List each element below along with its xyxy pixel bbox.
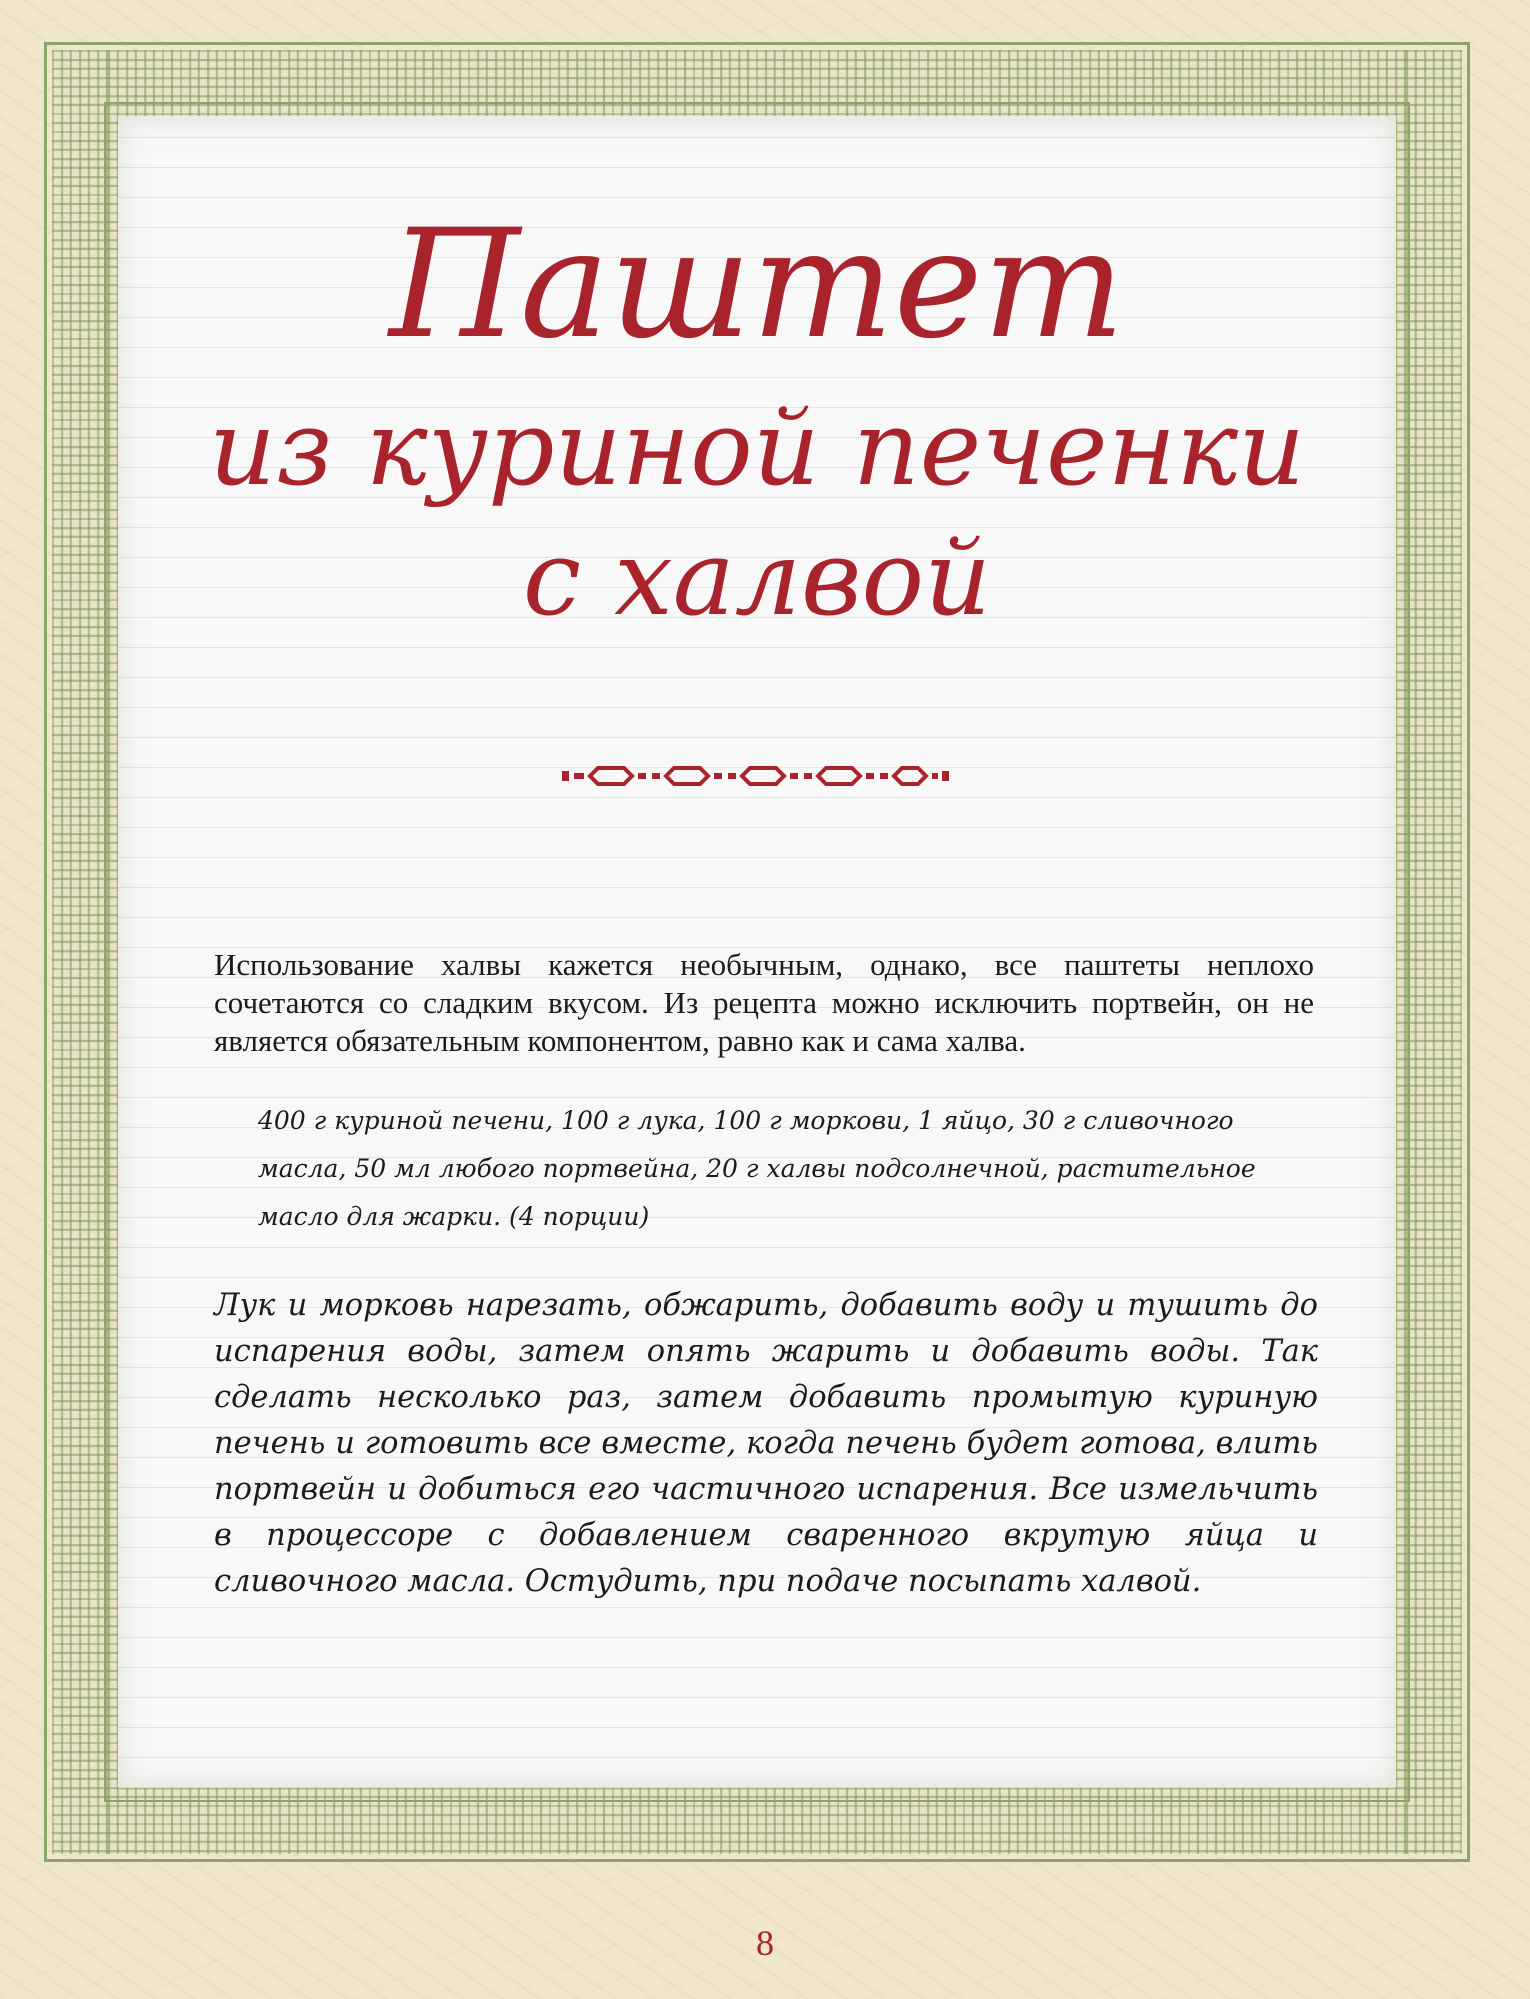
page-number: 8 xyxy=(756,1923,774,1963)
cooking-instructions: Лук и морковь нарезать, обжарить, добавить воду и тушить до испарения воды, затем опять жарить и добавить воды. Так сделать несколько раз, затем добавить промытую куриную печень и готовить все вместе, когда печень будет готова, влить портвейн и добиться его частичного испарения. Все измельчить в процессоре с добавлением сваренного вкрутую яйца и сливочного масла. Остудить, при подаче посыпать халвой. xyxy=(214,1287,1318,1599)
recipe-intro: Использование халвы кажется необычным, однако, все паштеты неплохо сочетаются со сладким вкусом. Из рецепта можно исключить портвейн, он не является обязательным компонентом, равно как и сама халва. xyxy=(214,947,1314,1058)
divider-ornament-icon xyxy=(560,762,950,790)
recipe-title-line-1: Паштет xyxy=(389,198,1125,372)
recipe-title-line-3: с халвой xyxy=(522,517,992,639)
ingredients-list: 400 г куриной печени, 100 г лука, 100 г моркови, 1 яйцо, 30 г сливочного масла, 50 мл любого портвейна, 20 г халвы подсолнечной, растительное масло для жарки. (4 порции) xyxy=(258,1106,1256,1231)
recipe-title-line-2: из куриной печенки xyxy=(208,387,1306,509)
